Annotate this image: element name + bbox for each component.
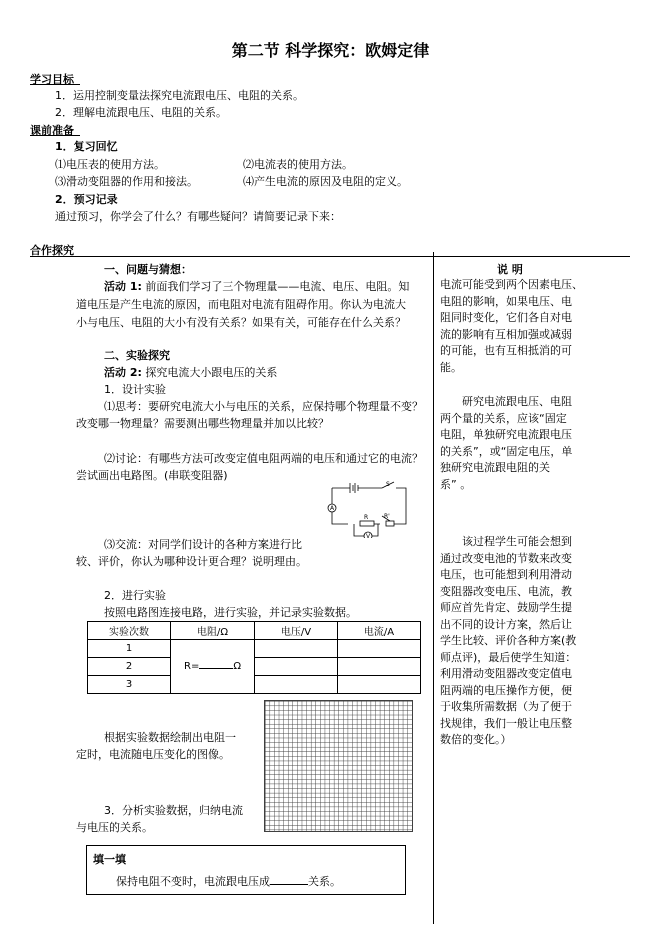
activity2-label: 活动 2: bbox=[104, 366, 142, 379]
table-cell bbox=[255, 658, 338, 676]
objectives-heading: 学习目标 bbox=[30, 73, 74, 86]
activity1-text: 道电压是产生电流的原因，而电阻对电流有阻碍作用。你认为电流大 bbox=[76, 298, 406, 311]
fill-heading: 填一填 bbox=[93, 853, 126, 866]
note-paragraph: 该过程学生可能会想到 通过改变电池的节数来改变 电压，也可能想到利用滑动 变阻器改变电压、电流，教 师应首先肯定、鼓励学生提 出不同的设计方案，然后让 学生比较、评价各种方案(教 师点评)，最后使学生知道： 利用滑动变阻器改变定值电 阻两端的电压操作方便，便 于收集所需数据（为了便于 找规律，我们一般让电压整 数倍的变化。） bbox=[440, 535, 577, 746]
data-table bbox=[87, 621, 421, 694]
review-item: ⑶滑动变阻器的作用和接法。 bbox=[55, 175, 198, 188]
table-cell bbox=[338, 658, 421, 676]
heading-underline bbox=[30, 135, 80, 136]
switch-label: S bbox=[386, 481, 390, 488]
preview-text: 通过预习，你学会了什么？有哪些疑问？请简要记录下来： bbox=[55, 210, 341, 223]
table-cell: 3 bbox=[88, 676, 171, 694]
table-cell bbox=[338, 676, 421, 694]
answer-blank[interactable] bbox=[270, 884, 308, 885]
review-item: ⑴电压表的使用方法。 bbox=[55, 158, 165, 171]
objective-item: 2．理解电流跟电压、电阻的关系。 bbox=[55, 106, 227, 119]
think-text: ⑴思考：要研究电流大小与电压的关系，应保持哪个物理量不变？ bbox=[104, 400, 423, 413]
table-cell bbox=[338, 640, 421, 658]
graph-grid bbox=[264, 700, 413, 832]
section-divider bbox=[30, 256, 630, 257]
rheostat-label: R' bbox=[384, 513, 390, 520]
coop-heading: 合作探究 bbox=[30, 244, 74, 257]
review-item: ⑵电流表的使用方法。 bbox=[243, 158, 353, 171]
activity1-text: 前面我们学习了三个物理量——电流、电压、电阻。知 bbox=[145, 280, 410, 293]
section2-heading: 二、实验探究 bbox=[104, 349, 170, 362]
page-title: 第二节 科学探究：欧姆定律 bbox=[231, 41, 430, 60]
exchange-text: ⑶交流：对同学们设计的各种方案进行比 bbox=[104, 538, 302, 551]
activity1-label: 活动 1: bbox=[104, 280, 142, 293]
discuss-text: 尝试画出电路图。(串联变阻器) bbox=[76, 469, 228, 482]
resistance-cell: R= Ω bbox=[171, 640, 255, 694]
table-cell: 2 bbox=[88, 658, 171, 676]
activity1-text: 小与电压、电阻的大小有没有关系？如果有关，可能存在什么关系？ bbox=[76, 316, 406, 329]
resistor-label: R bbox=[364, 514, 369, 521]
exchange-text: 较、评价，你认为哪种设计更合理？说明理由。 bbox=[76, 555, 307, 568]
prep-heading: 课前准备 bbox=[30, 124, 74, 137]
ammeter-label: A bbox=[330, 505, 335, 512]
discuss-text: ⑵讨论：有哪些方法可改变定值电阻两端的电压和通过它的电流？ bbox=[104, 452, 423, 465]
circuit-diagram bbox=[320, 478, 412, 538]
activity2-text: 探究电流大小跟电压的关系 bbox=[145, 366, 278, 379]
step3-text: 与电压的关系。 bbox=[76, 821, 153, 834]
table-header: 电压/V bbox=[255, 622, 338, 640]
note-paragraph: 研究电流跟电压、电阻 两个量的关系，应该“固定 电阻，单独研究电流跟电压 的关系”，或“固定电压，单 独研究电流跟电阻的关 系” 。 bbox=[440, 395, 573, 491]
note-paragraph: 电流可能受到两个因素电压、 电阻的影响，如果电压、电 阻同时变化，它们各自对电 流的影响有互相加强或减弱 的可能，也有互相抵消的可 能。 bbox=[440, 278, 583, 374]
review-heading: 1．复习回忆 bbox=[55, 140, 118, 153]
preview-heading: 2．预习记录 bbox=[55, 193, 118, 206]
fill-text: 保持电阻不变时，电流跟电压成 关系。 bbox=[116, 875, 341, 888]
voltmeter-label: V bbox=[366, 533, 371, 538]
table-cell bbox=[255, 640, 338, 658]
objective-item: 1．运用控制变量法探究电流跟电压、电阻的关系。 bbox=[55, 89, 304, 102]
graph-text: 根据实验数据绘制出电阻一 bbox=[104, 731, 236, 744]
step2-text: 按照电路图连接电路，进行实验，并记录实验数据。 bbox=[104, 606, 357, 619]
table-header: 实验次数 bbox=[88, 622, 171, 640]
table-cell: 1 bbox=[88, 640, 171, 658]
step1-heading: 1．设计实验 bbox=[104, 383, 166, 396]
notes-heading: 说 明 bbox=[497, 263, 523, 276]
step2-heading: 2．进行实验 bbox=[104, 589, 166, 602]
column-divider bbox=[433, 252, 434, 924]
review-item: ⑷产生电流的原因及电阻的定义。 bbox=[243, 175, 408, 188]
heading-underline bbox=[30, 84, 80, 85]
think-text: 改变哪一物理量？需要测出哪些物理量并加以比较？ bbox=[76, 417, 329, 430]
section1-heading: 一、问题与猜想： bbox=[104, 263, 192, 276]
step3-text: 3．分析实验数据，归纳电流 bbox=[104, 804, 243, 817]
table-header: 电阻/Ω bbox=[171, 622, 255, 640]
table-cell bbox=[255, 676, 338, 694]
table-header: 电流/A bbox=[338, 622, 421, 640]
graph-text: 定时，电流随电压变化的图像。 bbox=[76, 748, 230, 761]
